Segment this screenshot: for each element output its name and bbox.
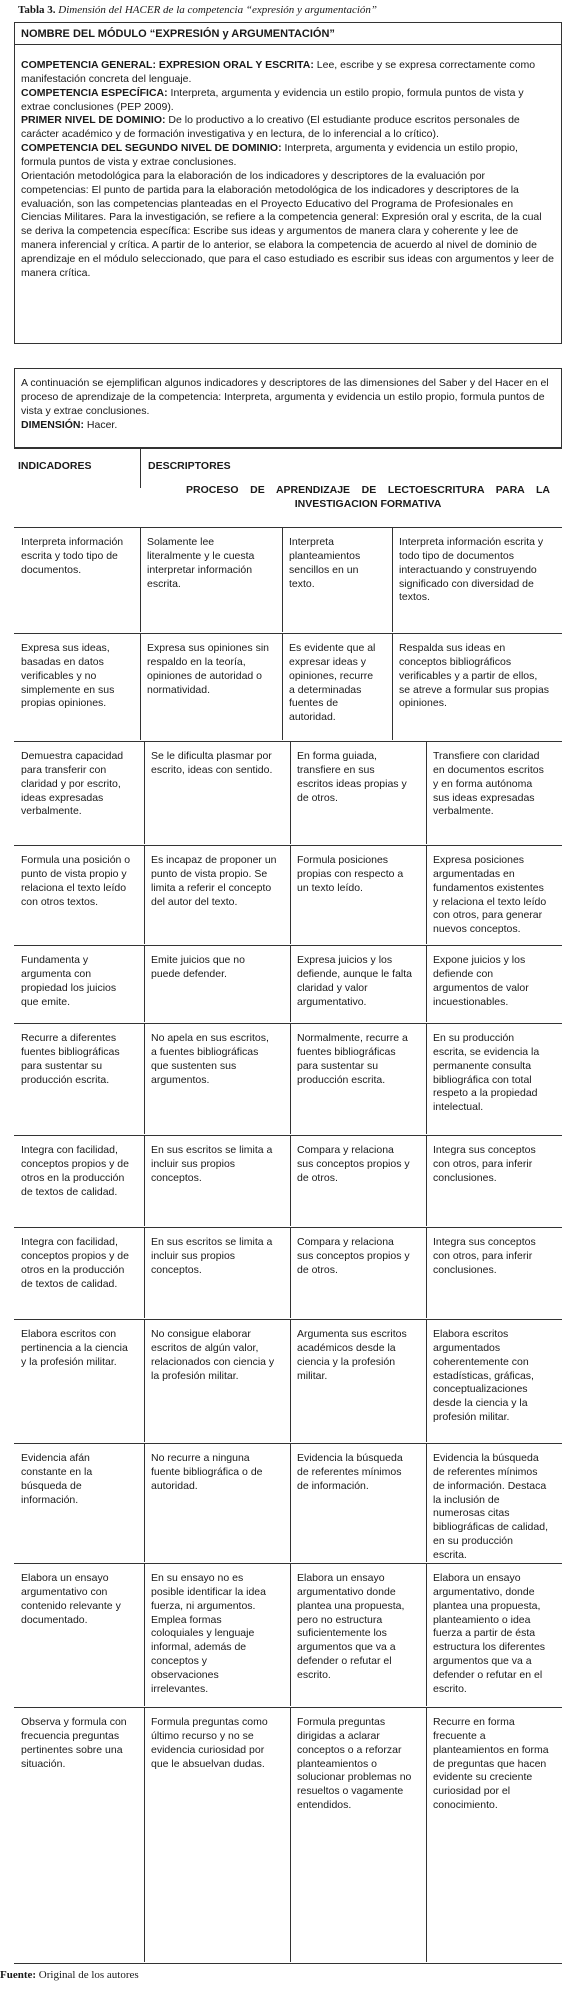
descriptor-cell: Recurre en forma frecuente a planteamientos en forma de preguntas que hacen evidente su creciente curiosidad por el conocimiento. [433, 1716, 549, 1812]
dimension-line [21, 419, 555, 433]
source-text: Original de los autores [36, 1969, 139, 1981]
column-divider [426, 946, 427, 1022]
module-paragraph-label: COMPETENCIA GENERAL: EXPRESION ORAL Y ESCRITA: [21, 59, 314, 71]
column-divider [426, 742, 427, 844]
column-divider [426, 1024, 427, 1134]
row-border [14, 845, 562, 846]
row-border [14, 1443, 562, 1444]
module-paragraph-label: COMPETENCIA DEL SEGUNDO NIVEL DE DOMINIO: [21, 142, 282, 155]
row-border [14, 1023, 562, 1024]
row-border [14, 1135, 562, 1136]
column-divider [290, 1136, 291, 1226]
descriptor-cell: Elabora un ensayo argumentativo, donde plantea una propuesta, planteamiento o idea fuerza a partir de ésta estructura los diferentes argumentos que va a defender o refutar en el escrito. [433, 1572, 546, 1695]
indicator-cell: Recurre a diferentes fuentes bibliográficas para sustentar su producción escrita. [21, 1032, 120, 1086]
descriptor-cell: Expresa posiciones argumentadas en fundamentos existentes y relaciona el texto leído con otros, para generar nuevos conceptos. [433, 854, 547, 936]
row-border [14, 633, 562, 634]
descriptor-cell: Integra sus conceptos con otros, para inferir conclusiones. [433, 1144, 536, 1184]
descriptor-cell: Argumenta sus escritos académicos desde la ciencia y la profesión militar. [297, 1328, 407, 1382]
indicators-header: INDICADORES [18, 460, 92, 472]
source-label: Fuente: [0, 1969, 37, 1981]
column-divider [140, 634, 141, 740]
row-border [14, 527, 562, 528]
descriptor-cell: Formula preguntas como último recurso y no se evidencia curiosidad por que le absuelvan dudas. [151, 1716, 268, 1770]
module-box [14, 22, 562, 344]
column-divider [290, 846, 291, 944]
descriptor-cell: Interpreta planteamientos sencillos en un texto. [289, 536, 361, 590]
module-paragraph [21, 87, 555, 115]
descriptor-table [14, 448, 562, 1964]
column-divider [144, 846, 145, 944]
descriptor-cell: Transfiere con claridad en documentos escritos y en forma autónoma sus ideas expresadas verbalmente. [433, 750, 544, 818]
module-paragraph-text: De lo productivo a lo creativo (El estudiante produce escritos personales de carácter académico y de formación investigativa y en lectura, de lo inferencial a lo crítico). [21, 114, 520, 141]
indicator-cell: Interpreta información escrita y todo tipo de documentos. [21, 536, 124, 576]
descriptor-cell: Normalmente, recurre a fuentes bibliográficas para sustentar su producción escrita. [297, 1032, 408, 1086]
descriptor-cell: Expone juicios y los defiende con argumentos de valor incuestionables. [433, 954, 529, 1008]
indicator-cell: Expresa sus ideas, basadas en datos verificables y no simplemente en sus propias opiniones. [21, 642, 115, 710]
descriptor-cell: Evidencia la búsqueda de referentes mínimos de información. [297, 1452, 403, 1492]
column-divider [144, 1564, 145, 1706]
module-paragraph-label: PRIMER NIVEL DE DOMINIO: [21, 114, 166, 127]
column-divider [290, 1564, 291, 1706]
descriptor-cell: Interpreta información escrita y todo tipo de documentos interactuando y construyendo significado con diversidad de textos. [399, 536, 544, 604]
row-border [14, 1707, 562, 1708]
column-divider [290, 742, 291, 844]
descriptor-cell: No recurre a ninguna fuente bibliográfica o de autoridad. [151, 1452, 263, 1492]
row-border [14, 1227, 562, 1228]
indicator-cell: Evidencia afán constante en la búsqueda de información. [21, 1452, 93, 1506]
descriptor-cell: En sus escritos se limita a incluir sus propios conceptos. [151, 1144, 273, 1184]
header-divider [140, 448, 141, 488]
row-border [14, 945, 562, 946]
dimension-label: DIMENSIÓN: [21, 418, 84, 431]
indicator-cell: Integra con facilidad, conceptos propios y de otros en la producción de textos de calidad. [21, 1236, 129, 1290]
column-divider [144, 1444, 145, 1562]
column-divider [392, 528, 393, 632]
column-divider [282, 634, 283, 740]
column-divider [290, 1320, 291, 1442]
column-divider [426, 846, 427, 944]
row-border [14, 1319, 562, 1320]
column-divider [144, 1708, 145, 1962]
descriptor-cell: Compara y relaciona sus conceptos propios y de otros. [297, 1236, 410, 1276]
descriptor-cell: Elabora un ensayo argumentativo donde plantea una propuesta, pero no estructura suficientemente los argumentos que va a defender o refutar el escrito. [297, 1572, 405, 1682]
descriptor-cell: En su ensayo no es posible identificar la idea fuerza, ni argumentos. Emplea formas coloquiales y lenguaje informal, además de conceptos y observaciones irrelevantes. [151, 1572, 266, 1695]
descriptor-cell: No apela en sus escritos, a fuentes bibliográficas que sustenten sus argumentos. [151, 1032, 269, 1086]
descriptor-cell: Formula posiciones propias con respecto a un texto leído. [297, 854, 404, 894]
descriptor-cell: En su producción escrita, se evidencia la permanente consulta bibliográfica con total respeto a la propiedad intelectual. [433, 1032, 540, 1114]
row-border [14, 741, 562, 742]
module-paragraph [21, 170, 555, 281]
column-divider [144, 1228, 145, 1318]
table-bottom-border [14, 1963, 562, 1964]
caption-text: Dimensión del HACER de la competencia “expresión y argumentación” [58, 4, 377, 16]
module-paragraph-text: Interpreta, argumenta y evidencia un estilo propio, formula puntos de vista y extrae conclusiones. [21, 142, 518, 169]
indicator-cell: Elabora escritos con pertinencia a la ciencia y la profesión militar. [21, 1328, 128, 1368]
intro-box [14, 368, 562, 448]
module-paragraph-text: Interpreta, argumenta y evidencia un estilo propio, formula puntos de vista y extrae conclusiones (PEP 2009). [21, 86, 524, 113]
descriptor-cell: Expresa sus opiniones sin respaldo en la teoría, opiniones de autoridad o normatividad. [147, 642, 269, 696]
descriptor-cell: Es incapaz de proponer un punto de vista propio. Se limita a referir el concepto del autor del texto. [151, 854, 277, 908]
indicator-cell: Observa y formula con frecuencia preguntas pertinentes sobre una situación. [21, 1716, 127, 1770]
column-divider [144, 946, 145, 1022]
column-divider [426, 1136, 427, 1226]
indicator-cell: Demuestra capacidad para transferir con claridad y por escrito, ideas expresadas verbalmente. [21, 750, 124, 818]
process-title: PROCESO DE APRENDIZAJE DE LECTOESCRITURA PARA LA INVESTIGACION FORMATIVA [186, 484, 550, 510]
column-divider [426, 1228, 427, 1318]
indicator-cell: Fundamenta y argumenta con propiedad los juicios que emite. [21, 954, 117, 1008]
column-divider [426, 1444, 427, 1562]
descriptor-cell: En sus escritos se limita a incluir sus propios conceptos. [151, 1236, 273, 1276]
module-paragraph-text: Lee, escribe y se expresa correctamente como manifestación concreta del lenguaje. [21, 59, 536, 85]
descriptor-cell: No consigue elaborar escritos de algún valor, relacionados con ciencia y la profesión militar. [151, 1328, 275, 1382]
column-divider [426, 1708, 427, 1962]
descriptor-cell: Expresa juicios y los defiende, aunque le falta claridad y valor argumentativo. [297, 954, 413, 1008]
column-divider [144, 1136, 145, 1226]
descriptors-header: DESCRIPTORES [148, 460, 231, 472]
module-paragraph [21, 142, 555, 170]
table-top-border [14, 448, 562, 449]
descriptor-cell: Solamente lee literalmente y le cuesta interpretar información escrita. [147, 536, 255, 590]
column-divider [144, 742, 145, 844]
descriptor-cell: Elabora escritos argumentados coherentemente con estadísticas, gráficas, conceptualizaciones desde la ciencia y la profesión militar. [433, 1328, 534, 1424]
source-note [0, 1968, 139, 1983]
descriptor-cell: Evidencia la búsqueda de referentes mínimos de información. Destaca la inclusión de numerosas citas bibliográficas de calidad, en su producción escrita. [433, 1452, 548, 1562]
module-title: NOMBRE DEL MÓDULO “EXPRESIÓN y ARGUMENTACIÓN” [15, 23, 561, 45]
column-divider [290, 1708, 291, 1962]
descriptor-cell: Emite juicios que no puede defender. [151, 954, 245, 980]
descriptor-cell: Integra sus conceptos con otros, para inferir conclusiones. [433, 1236, 536, 1276]
module-paragraph-label: COMPETENCIA ESPECÍFICA: [21, 86, 168, 99]
descriptor-cell: Compara y relaciona sus conceptos propios y de otros. [297, 1144, 410, 1184]
module-paragraph [21, 114, 555, 142]
indicator-cell: Integra con facilidad, conceptos propios y de otros en la producción de textos de calidad. [21, 1144, 129, 1198]
column-divider [140, 528, 141, 632]
table-caption [18, 3, 377, 18]
column-divider [144, 1320, 145, 1442]
descriptor-cell: Se le dificulta plasmar por escrito, ideas con sentido. [151, 750, 273, 776]
indicator-cell: Formula una posición o punto de vista propio y relaciona el texto leído con otros textos. [21, 854, 131, 908]
dimension-value: Hacer. [84, 418, 118, 431]
column-divider [144, 1024, 145, 1134]
column-divider [426, 1564, 427, 1706]
descriptor-cell: Es evidente que al expresar ideas y opiniones, recurre a determinadas fuentes de autoridad. [289, 642, 376, 724]
caption-label: Tabla 3. [18, 4, 56, 16]
column-divider [392, 634, 393, 740]
column-divider [282, 528, 283, 632]
descriptor-cell: Respalda sus ideas en conceptos bibliográficos verificables y a partir de ellos, se atreve a formular sus propias opiniones. [399, 642, 549, 710]
descriptor-cell: En forma guiada, transfiere en sus escritos ideas propias y de otros. [297, 750, 407, 804]
indicator-cell: Elabora un ensayo argumentativo con contenido relevante y documentado. [21, 1572, 121, 1626]
column-divider [290, 946, 291, 1022]
column-divider [290, 1444, 291, 1562]
column-divider [290, 1024, 291, 1134]
descriptor-cell: Formula preguntas dirigidas a aclarar conceptos o a reforzar planteamientos o solucionar problemas no resueltos o vagamente entendidos. [297, 1716, 412, 1812]
column-divider [290, 1228, 291, 1318]
module-paragraph [21, 59, 555, 87]
intro-text: A continuación se ejemplifican algunos indicadores y descriptores de las dimensiones del Saber y del Hacer en el proceso de aprendizaje de la competencia: Interpreta, argumenta y evidencia un estilo propio, formula puntos de vista y extrae conclusiones. [21, 377, 549, 417]
column-divider [426, 1320, 427, 1442]
module-paragraph-text: Orientación metodológica para la elaboración de los indicadores y descriptores de la evaluación por competencias: El punto de partida para la elaboración metodológica de los indicadores y descriptores de la evaluación, son las competencias planteadas en el Proyecto Educativo del Programa de Profesionales en Ciencias Militares. Para la investigación, se refiere a la competencia general: Expresión oral y escrita, de la cual se deriva la competencia específica: Escribe sus ideas y argumentos de manera clara y coherente y lee de manera inferencial y crítica. A partir de lo anterior, se elabora la competencia de acuerdo al nivel de dominio de aprendizaje en el módulo seleccionado, que para el caso estudiado es escribir sus ideas con argumentos y leer de manera crítica. [21, 169, 554, 279]
module-body [15, 45, 561, 281]
